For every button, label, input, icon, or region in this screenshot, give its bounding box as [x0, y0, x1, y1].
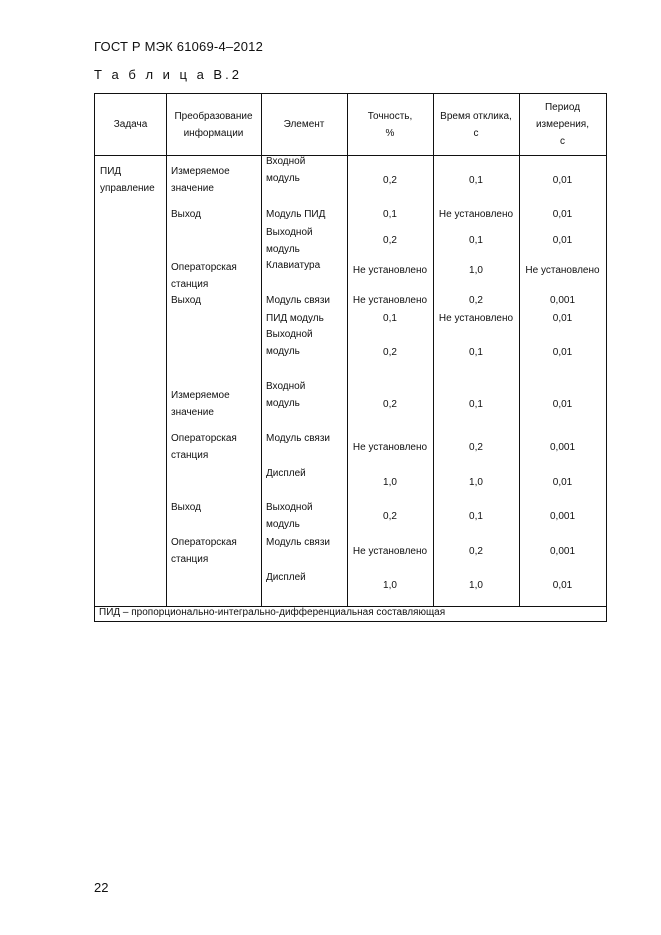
- accuracy-cell: [347, 206, 433, 223]
- cell-text: 0,01: [552, 313, 573, 324]
- cell-text: управление: [100, 183, 155, 194]
- response-time-cell: [433, 310, 519, 327]
- accuracy-cell: [347, 232, 433, 249]
- cell-text: ПИД: [100, 166, 122, 177]
- accuracy-cell: [347, 292, 433, 309]
- accuracy-cell: [347, 396, 433, 413]
- cell-text: 1,0: [383, 580, 397, 591]
- column-header: [433, 94, 519, 155]
- header-divider: [95, 155, 606, 156]
- cell-text: 0,01: [552, 347, 573, 358]
- period-cell: [519, 262, 606, 279]
- cell-text: Не установлено: [525, 265, 600, 276]
- cell-text: Выход: [171, 502, 201, 513]
- response-time-cell: [433, 543, 519, 560]
- cell-text: 0,01: [552, 209, 573, 220]
- period-cell: [519, 232, 606, 249]
- accuracy-cell: [347, 262, 433, 279]
- cell-text: 0,001: [549, 511, 576, 522]
- cell-text: станция: [171, 450, 209, 461]
- cell-text: Модуль связи: [266, 433, 331, 444]
- cell-text: Выход: [171, 209, 201, 220]
- cell-text: 0,2: [469, 295, 483, 306]
- cell-text: Модуль связи: [266, 295, 331, 306]
- conversion-cell: [171, 534, 259, 568]
- cell-text: Не установлено: [438, 313, 514, 324]
- conversion-cell: [171, 430, 259, 464]
- element-cell: [266, 534, 345, 551]
- element-cell: [266, 153, 345, 187]
- cell-text: 0,01: [552, 477, 573, 488]
- conversion-cell: [171, 387, 259, 421]
- accuracy-cell: [347, 577, 433, 594]
- element-cell: [266, 292, 345, 309]
- cell-text: Дисплей: [266, 572, 306, 583]
- element-cell: [266, 499, 345, 533]
- response-time-cell: [433, 344, 519, 361]
- cell-text: Не установлено: [352, 295, 428, 306]
- accuracy-cell: [347, 172, 433, 189]
- accuracy-cell: [347, 474, 433, 491]
- task-cell: [100, 163, 164, 197]
- cell-text: Измеряемое: [171, 166, 230, 177]
- cell-text: Модуль связи: [266, 537, 331, 548]
- cell-text: Клавиатура: [266, 260, 321, 271]
- cell-text: модуль: [266, 244, 300, 255]
- column-header-line: информации: [183, 127, 244, 139]
- cell-text: 0,01: [552, 399, 573, 410]
- response-time-cell: [433, 172, 519, 189]
- cell-text: 0,2: [383, 175, 397, 186]
- response-time-cell: [433, 474, 519, 491]
- cell-text: Не установлено: [352, 546, 428, 557]
- period-cell: [519, 474, 606, 491]
- cell-text: модуль: [266, 398, 300, 409]
- cell-text: 0,2: [469, 442, 483, 453]
- element-cell: [266, 326, 345, 360]
- column-header: [95, 94, 166, 155]
- element-cell: [266, 257, 345, 274]
- period-cell: [519, 310, 606, 327]
- cell-text: Не установлено: [352, 265, 428, 276]
- conversion-cell: [171, 259, 259, 293]
- cell-text: 0,001: [549, 295, 576, 306]
- cell-text: 0,001: [549, 442, 576, 453]
- cell-text: 0,01: [552, 175, 573, 186]
- cell-text: Выход: [171, 295, 201, 306]
- column-header: [347, 94, 433, 155]
- cell-text: 0,01: [552, 235, 573, 246]
- cell-text: Операторская: [171, 262, 237, 273]
- table-caption: Т а б л и ц а В.2: [94, 67, 242, 82]
- element-cell: [266, 465, 345, 482]
- cell-text: 0,1: [383, 209, 397, 220]
- conversion-cell: [171, 163, 259, 197]
- cell-text: 0,2: [383, 511, 397, 522]
- cell-text: 1,0: [469, 477, 483, 488]
- cell-text: 0,1: [469, 511, 483, 522]
- response-time-cell: [433, 577, 519, 594]
- column-divider: [261, 94, 262, 606]
- accuracy-cell: [347, 543, 433, 560]
- column-header-line: с: [559, 136, 565, 147]
- element-cell: [266, 378, 345, 412]
- column-header: [261, 94, 347, 155]
- cell-text: Операторская: [171, 433, 237, 444]
- cell-text: 0,2: [383, 235, 397, 246]
- cell-text: 0,1: [469, 175, 483, 186]
- cell-text: Операторская: [171, 537, 237, 548]
- period-cell: [519, 508, 606, 525]
- column-header: [519, 94, 606, 155]
- column-divider: [166, 94, 167, 606]
- response-time-cell: [433, 396, 519, 413]
- page-number: 22: [94, 880, 109, 895]
- response-time-cell: [433, 508, 519, 525]
- cell-text: 0,1: [469, 235, 483, 246]
- conversion-cell: [171, 499, 259, 516]
- element-cell: [266, 430, 345, 447]
- cell-text: Выходной: [266, 502, 313, 513]
- period-cell: [519, 396, 606, 413]
- column-header-line: измерения,: [535, 119, 590, 130]
- cell-text: значение: [171, 183, 214, 194]
- cell-text: 0,2: [383, 347, 397, 358]
- document-header: ГОСТ Р МЭК 61069-4–2012: [94, 39, 264, 54]
- cell-text: Выходной: [266, 227, 313, 238]
- period-cell: [519, 206, 606, 223]
- cell-text: 0,001: [549, 546, 576, 557]
- cell-text: станция: [171, 554, 209, 565]
- column-header-line: %: [385, 127, 395, 139]
- period-cell: [519, 577, 606, 594]
- element-cell: [266, 224, 345, 258]
- cell-text: 0,2: [383, 399, 397, 410]
- period-cell: [519, 543, 606, 560]
- cell-text: станция: [171, 279, 209, 290]
- cell-text: модуль: [266, 519, 300, 530]
- period-cell: [519, 172, 606, 189]
- column-header-line: Период: [544, 102, 581, 113]
- cell-text: 1,0: [469, 265, 483, 276]
- element-cell: [266, 310, 345, 327]
- column-header-line: Элемент: [283, 119, 325, 130]
- cell-text: 1,0: [469, 580, 483, 591]
- response-time-cell: [433, 439, 519, 456]
- cell-text: Не установлено: [352, 442, 428, 453]
- column-header: [166, 94, 261, 155]
- table-footnote: ПИД – пропорционально-интегрально-дифференциальная составляющая: [99, 607, 446, 618]
- cell-text: модуль: [266, 346, 300, 357]
- cell-text: 0,01: [552, 580, 573, 591]
- cell-text: значение: [171, 407, 214, 418]
- column-header-line: с: [473, 127, 479, 139]
- cell-text: Входной: [266, 381, 306, 392]
- period-cell: [519, 292, 606, 309]
- column-header-line: Точность,: [367, 110, 413, 122]
- cell-text: 0,2: [469, 546, 483, 557]
- element-cell: [266, 206, 345, 223]
- column-header-line: Задача: [113, 119, 148, 130]
- column-header-line: Преобразование: [174, 110, 253, 122]
- accuracy-cell: [347, 439, 433, 456]
- accuracy-cell: [347, 310, 433, 327]
- accuracy-cell: [347, 508, 433, 525]
- response-time-cell: [433, 292, 519, 309]
- period-cell: [519, 344, 606, 361]
- cell-text: Измеряемое: [171, 390, 230, 401]
- cell-text: Дисплей: [266, 468, 306, 479]
- cell-text: Выходной: [266, 329, 313, 340]
- cell-text: ПИД модуль: [266, 313, 324, 324]
- column-header-line: Время отклика,: [440, 110, 512, 122]
- conversion-cell: [171, 292, 259, 309]
- data-table: [94, 93, 607, 622]
- element-cell: [266, 569, 345, 586]
- cell-text: модуль: [266, 173, 300, 184]
- conversion-cell: [171, 206, 259, 223]
- cell-text: Не установлено: [438, 209, 514, 220]
- response-time-cell: [433, 262, 519, 279]
- cell-text: 0,1: [383, 313, 397, 324]
- period-cell: [519, 439, 606, 456]
- cell-text: Входной: [266, 156, 306, 167]
- response-time-cell: [433, 232, 519, 249]
- cell-text: Модуль ПИД: [266, 209, 326, 220]
- cell-text: 0,1: [469, 347, 483, 358]
- cell-text: 0,1: [469, 399, 483, 410]
- accuracy-cell: [347, 344, 433, 361]
- response-time-cell: [433, 206, 519, 223]
- cell-text: 1,0: [383, 477, 397, 488]
